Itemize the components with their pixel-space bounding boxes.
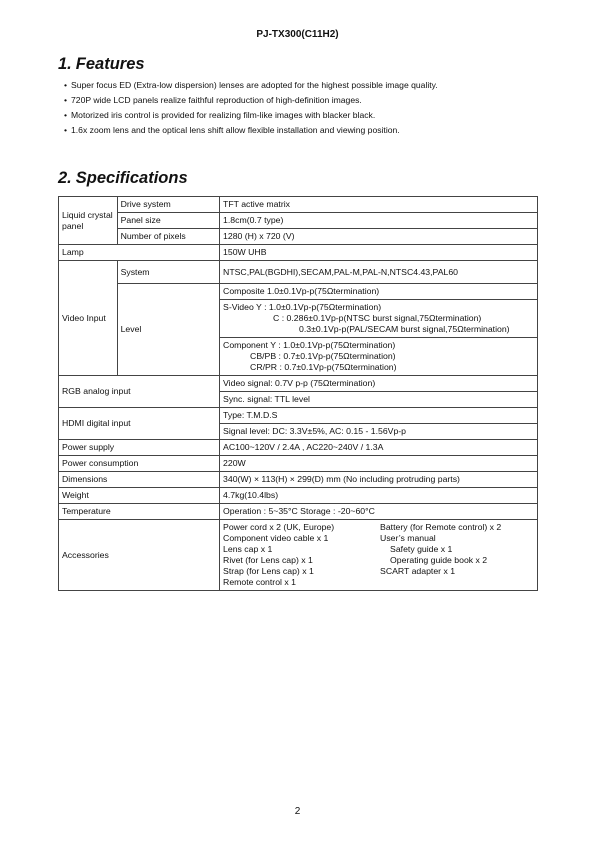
spec-line: CR/PR : 0.7±0.1Vp-p(75Ωtermination) <box>250 362 397 372</box>
table-row <box>59 472 538 488</box>
spec-value: Type: T.M.D.S <box>220 408 538 424</box>
table-row <box>59 245 538 261</box>
table-row <box>59 376 538 392</box>
table-row <box>59 504 538 520</box>
accessories-left-column <box>223 522 380 588</box>
spec-value: 150W UHB <box>220 245 538 261</box>
spec-value: Video signal: 0.7V p-p (75Ωtermination) <box>220 376 538 392</box>
accessory-item: Remote control x 1 <box>223 577 296 587</box>
feature-item: • 720P wide LCD panels realize faithful reproduction of high-definition images. <box>64 93 438 108</box>
spec-label: Video Input <box>59 261 118 376</box>
feature-item: • Motorized iris control is provided for realizing film-like images with blacker black. <box>64 108 438 123</box>
table-row <box>59 456 538 472</box>
accessory-item: Power cord x 2 (UK, Europe) <box>223 522 335 532</box>
accessory-item: Operating guide book x 2 <box>390 555 488 565</box>
spec-label: Accessories <box>59 520 220 591</box>
spec-label: Power supply <box>59 440 220 456</box>
spec-sublabel: System <box>117 261 219 284</box>
spec-label: Temperature <box>59 504 220 520</box>
specifications-table <box>58 196 538 591</box>
table-row <box>59 488 538 504</box>
accessory-item: Lens cap x 1 <box>223 544 273 554</box>
spec-label: Dimensions <box>59 472 220 488</box>
table-row <box>59 408 538 424</box>
feature-item: • 1.6x zoom lens and the optical lens shift allow flexible installation and viewing position. <box>64 123 438 138</box>
table-row <box>59 229 538 245</box>
spec-value: 220W <box>220 456 538 472</box>
spec-label: Liquid crystal panel <box>59 197 118 245</box>
table-row <box>59 440 538 456</box>
spec-value: 340(W) × 113(H) × 299(D) mm (No including protruding parts) <box>220 472 538 488</box>
spec-value: Operation : 5~35°C Storage : -20~60°C <box>220 504 538 520</box>
spec-value: NTSC,PAL(BGDHI),SECAM,PAL-M,PAL-N,NTSC4.43,PAL60 <box>220 261 538 284</box>
spec-sublabel: Panel size <box>117 213 219 229</box>
spec-line: C : 0.286±0.1Vp-p(NTSC burst signal,75Ωtermination) <box>273 313 482 323</box>
spec-value: Sync. signal: TTL level <box>220 392 538 408</box>
spec-label: HDMI digital input <box>59 408 220 440</box>
accessory-item: Safety guide x 1 <box>390 544 453 554</box>
specifications-number: 2. <box>58 169 72 187</box>
spec-sublabel: Number of pixels <box>117 229 219 245</box>
spec-value-block <box>220 338 538 376</box>
spec-sublabel: Drive system <box>117 197 219 213</box>
spec-line: 0.3±0.1Vp-p(PAL/SECAM burst signal,75Ωtermination) <box>299 324 510 334</box>
spec-line: CB/PB : 0.7±0.1Vp-p(75Ωtermination) <box>250 351 396 361</box>
accessories-right-column <box>380 522 501 588</box>
spec-value: TFT active matrix <box>220 197 538 213</box>
specifications-title: Specifications <box>75 169 188 187</box>
table-row <box>59 197 538 213</box>
accessory-item: Component video cable x 1 <box>223 533 329 543</box>
features-title: Features <box>75 55 145 73</box>
features-list <box>64 78 438 138</box>
spec-label: RGB analog input <box>59 376 220 408</box>
features-number: 1. <box>58 55 72 73</box>
table-row <box>59 261 538 284</box>
spec-label: Weight <box>59 488 220 504</box>
spec-label: Power consumption <box>59 456 220 472</box>
specifications-heading <box>58 169 188 188</box>
accessory-item: User’s manual <box>380 533 436 543</box>
spec-value: 1280 (H) x 720 (V) <box>220 229 538 245</box>
feature-item: • Super focus ED (Extra-low dispersion) lenses are adopted for the highest possible image quality. <box>64 78 438 93</box>
spec-label: Lamp <box>59 245 220 261</box>
features-heading <box>58 55 145 74</box>
accessory-item: Strap (for Lens cap) x 1 <box>223 566 314 576</box>
accessory-item: Battery (for Remote control) x 2 <box>380 522 502 532</box>
page-number: 2 <box>294 806 301 817</box>
spec-sublabel: Level <box>117 284 219 376</box>
spec-value: 4.7kg(10.4lbs) <box>220 488 538 504</box>
accessories-list <box>220 520 538 591</box>
table-row <box>59 213 538 229</box>
table-row <box>59 520 538 591</box>
accessory-item: SCART adapter x 1 <box>380 566 456 576</box>
spec-value: Signal level: DC: 3.3V±5%, AC: 0.15 - 1.56Vp-p <box>220 424 538 440</box>
document-header: PJ-TX300(C11H2) <box>256 29 339 40</box>
spec-value: AC100~120V / 2.4A , AC220~240V / 1.3A <box>220 440 538 456</box>
spec-line: Component Y : 1.0±0.1Vp-p(75Ωtermination) <box>223 340 396 350</box>
spec-value: Composite 1.0±0.1Vp-p(75Ωtermination) <box>220 284 538 300</box>
accessory-item: Rivet (for Lens cap) x 1 <box>223 555 313 565</box>
spec-value: 1.8cm(0.7 type) <box>220 213 538 229</box>
table-row <box>59 284 538 300</box>
spec-value-block <box>220 300 538 338</box>
spec-line: S-Video Y : 1.0±0.1Vp-p(75Ωtermination) <box>223 302 382 312</box>
